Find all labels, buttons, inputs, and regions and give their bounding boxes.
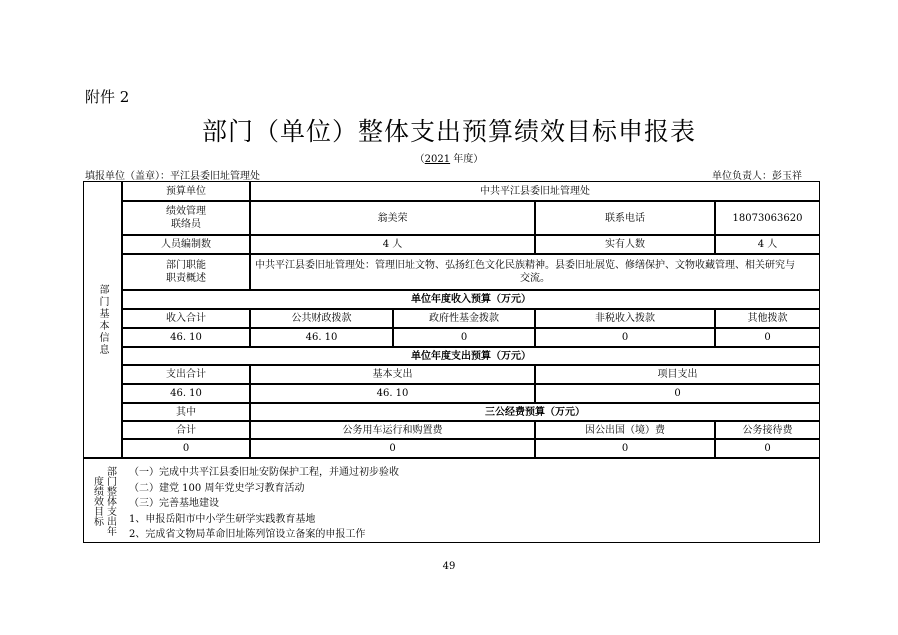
goal-item: （一）完成中共平江县委旧址安防保护工程，并通过初步验收: [129, 467, 399, 478]
expense-header-project: 项目支出: [535, 365, 820, 384]
goal-item: （二）建党 100 周年党史学习教育活动: [129, 482, 305, 494]
year-open: （: [414, 154, 425, 165]
contact-label-line1: 绩效管理: [166, 206, 206, 217]
income-header-other: 其他拨款: [715, 309, 820, 328]
year-suffix: 年度）: [450, 154, 484, 165]
sangong-value-abroad: 0: [535, 439, 715, 458]
expense-title: 单位年度支出预算（万元）: [122, 347, 820, 365]
duty-text-line2: 交流。: [520, 273, 550, 284]
duty-text-line1: 中共平江县委旧址管理处：管理旧址文物、弘扬红色文化民族精神。县委旧址展览、修缮保护、文物收藏管理、相关研究与: [255, 260, 795, 271]
budget-unit-label: 预算单位: [122, 181, 250, 201]
section-goal-label: 部门整体支出年度绩效目标: [91, 465, 116, 536]
page-title: 部门（单位）整体支出预算绩效目标申报表: [201, 117, 696, 146]
contact-label: [122, 201, 250, 235]
duty-description: [250, 254, 820, 290]
phone-label: 联系电话: [535, 201, 715, 235]
attachment-label: 附件 2: [85, 88, 130, 106]
budget-unit-value: 中共平江县委旧址管理处: [250, 181, 820, 201]
sangong-value-car: 0: [250, 439, 535, 458]
goal-item: 2、完成省文物局革命旧址陈列馆设立备案的申报工作: [129, 529, 366, 540]
staff-quota-label: 人员编制数: [122, 235, 250, 254]
duty-label-line1: 部门职能: [166, 260, 206, 271]
sangong-header-car: 公务用车运行和购置费: [250, 421, 535, 439]
expense-value-basic: 46. 10: [250, 384, 535, 403]
filler-unit: 填报单位（盖章）：平江县委旧址管理处: [85, 171, 260, 182]
duty-label: [122, 254, 250, 290]
phone-value: 18073063620: [715, 201, 820, 235]
expense-value-total: 46. 10: [122, 384, 250, 403]
sangong-title: 三公经费预算（万元）: [250, 403, 820, 421]
duty-label-line2: 职责概述: [166, 273, 206, 284]
unit-owner: 单位负责人：彭玉祥: [712, 171, 802, 182]
year-label: [0, 150, 898, 165]
income-header-fund: 政府性基金拨款: [393, 309, 535, 328]
sangong-value-total: 0: [122, 439, 250, 458]
section-basic-label: 部门基本信息: [97, 283, 108, 356]
sangong-header-total: 合计: [122, 421, 250, 439]
contact-name: 翁美荣: [250, 201, 535, 235]
year-value: 2021: [424, 154, 451, 165]
budget-table: [83, 181, 820, 543]
goal-item: 1、申报岳阳市中小学生研学实践教育基地: [129, 513, 316, 525]
income-value-nontax: 0: [535, 328, 715, 347]
annual-goals-section: [83, 458, 820, 543]
sangong-header-reception: 公务接待费: [715, 421, 820, 439]
expense-header-basic: 基本支出: [250, 365, 535, 384]
page-number: 49: [442, 561, 456, 572]
income-value-public: 46. 10: [250, 328, 393, 347]
sangong-value-reception: 0: [715, 439, 820, 458]
sangong-header-abroad: 因公出国（境）费: [535, 421, 715, 439]
income-header-public: 公共财政拨款: [250, 309, 393, 328]
staff-actual-label: 实有人数: [535, 235, 715, 254]
income-header-total: 收入合计: [122, 309, 250, 328]
staff-actual-value: 4 人: [715, 235, 820, 254]
goals-list: [129, 465, 813, 543]
income-value-total: 46. 10: [122, 328, 250, 347]
income-title: 单位年度收入预算（万元）: [122, 290, 820, 309]
income-header-nontax: 非税收入拨款: [535, 309, 715, 328]
staff-quota-value: 4 人: [250, 235, 535, 254]
section-basic-info: [83, 181, 122, 458]
expense-header-total: 支出合计: [122, 365, 250, 384]
income-value-fund: 0: [393, 328, 535, 347]
goal-item: （三）完善基地建设: [129, 498, 219, 509]
income-value-other: 0: [715, 328, 820, 347]
contact-label-line2: 联络员: [171, 219, 201, 230]
among-label: 其中: [122, 403, 250, 421]
expense-value-project: 0: [535, 384, 820, 403]
